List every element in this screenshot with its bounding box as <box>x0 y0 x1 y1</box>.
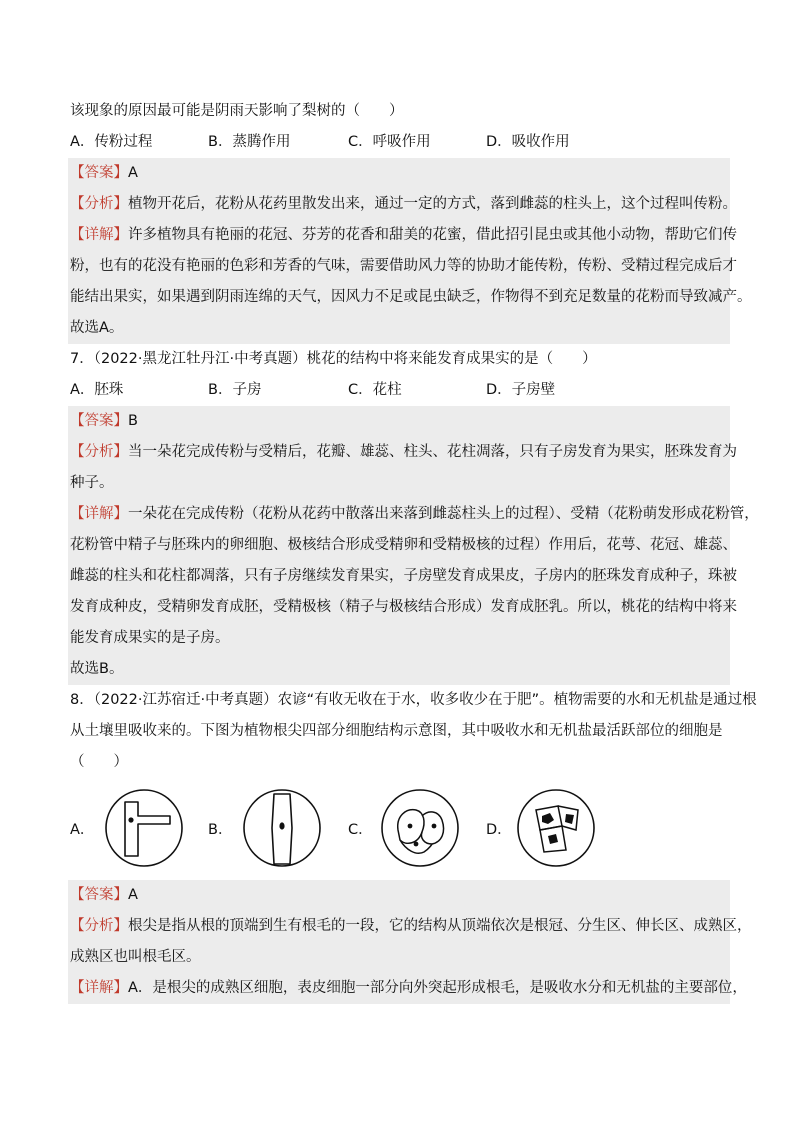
q7-detail-line: 故选B。 <box>70 661 124 677</box>
q6-detail-line: 许多植物具有艳丽的花冠、芬芳的花香和甜美的花蜜，借此招引昆虫或其他小动物，帮助它们传 <box>128 227 737 243</box>
q8-stem-line: 8．（2022·江苏宿迁·中考真题）农谚“有收无收在于水，收多收少在于肥”。植物需要的水和无机盐是通过根 <box>70 692 757 708</box>
root-cap-cells-diagram <box>512 786 602 872</box>
detail-tag: 【详解】 <box>70 980 128 996</box>
analysis-tag: 【分析】 <box>70 444 128 460</box>
q7-analysis-line: 当一朵花完成传粉与受精后，花瓣、雄蕊、柱头、花柱凋落，只有子房发育为果实，胚珠发育为 <box>128 444 737 460</box>
q7-solution <box>68 406 759 685</box>
q7-answer: B <box>128 413 138 429</box>
q7-stem: 7．（2022·黑龙江牡丹江·中考真题）桃花的结构中将来能发育成果实的是（ ） <box>70 351 597 367</box>
q7-detail-line: 发育成种皮，受精卵发育成胚，受精极核（精子与极核结合形成）发育成胚乳。所以，桃花的结构中将来 <box>70 599 737 615</box>
q8-figure-d-label: D． <box>486 822 512 838</box>
q8-figure-b[interactable] <box>208 786 338 872</box>
detail-tag: 【详解】 <box>70 506 128 522</box>
answer-tag: 【答案】 <box>70 887 128 903</box>
q6-solution <box>68 158 752 344</box>
q8-figure-a-label: A． <box>70 822 95 838</box>
q6-option-a[interactable]: A．传粉过程 <box>70 134 153 150</box>
q8-figure-a[interactable] <box>70 786 200 872</box>
q7-detail-line: 能发育成果实的是子房。 <box>70 630 230 646</box>
q7-detail-line: 雌蕊的柱头和花柱都凋落，只有子房继续发育果实，子房壁发育成果皮，子房内的胚珠发育成种子，珠被 <box>70 568 737 584</box>
analysis-tag: 【分析】 <box>70 196 128 212</box>
q7-options <box>70 375 730 406</box>
q7-option-d[interactable]: D．子房壁 <box>486 382 556 398</box>
q8-figure-row <box>70 786 730 872</box>
q8-detail-line: A．是根尖的成熟区细胞，表皮细胞一部分向外突起形成根毛，是吸收水分和无机盐的主要部位， <box>128 980 747 996</box>
meristem-cells-diagram <box>376 786 466 872</box>
q6-options <box>70 127 730 158</box>
document-page <box>70 96 759 1004</box>
q8-stem-line: 从土壤里吸收来的。下图为植物根尖四部分细胞结构示意图，其中吸收水和无机盐最活跃部位的细胞是 <box>70 723 723 739</box>
q6-detail-line: 能结出果实，如果遇到阴雨连绵的天气，因风力不足或昆虫缺乏，作物得不到充足数量的花粉而导致减产。 <box>70 289 752 305</box>
elongation-cell-diagram <box>238 786 328 872</box>
q6-option-c[interactable]: C．呼吸作用 <box>348 134 431 150</box>
q8-analysis-line: 根尖是指从根的顶端到生有根毛的一段，它的结构从顶端依次是根冠、分生区、伸长区、成熟区， <box>128 918 752 934</box>
q6-answer: A <box>128 165 138 181</box>
answer-tag: 【答案】 <box>70 165 128 181</box>
q7-option-b[interactable]: B．子房 <box>208 382 262 398</box>
q7-detail-line: 花粉管中精子与胚珠内的卵细胞、极核结合形成受精卵和受精极核的过程）作用后，花萼、花冠、雄蕊、 <box>70 537 737 553</box>
q8-figure-b-label: B． <box>208 822 233 838</box>
q8-figure-c-label: C． <box>348 822 373 838</box>
q6-option-b[interactable]: B．蒸腾作用 <box>208 134 291 150</box>
q6-analysis: 植物开花后，花粉从花药里散发出来，通过一定的方式，落到雌蕊的柱头上，这个过程叫传粉。 <box>128 196 737 212</box>
q6-option-d[interactable]: D．吸收作用 <box>486 134 570 150</box>
q8-analysis-line: 成熟区也叫根毛区。 <box>70 949 201 965</box>
root-hair-cell-diagram <box>100 786 190 872</box>
q6-stem: 该现象的原因最可能是阴雨天影响了梨树的（ ） <box>70 103 404 119</box>
q8-answer: A <box>128 887 138 903</box>
q6-detail-line: 粉，也有的花没有艳丽的色彩和芳香的气味，需要借助风力等的协助才能传粉，传粉、受精过程完成后才 <box>70 258 737 274</box>
q7-option-a[interactable]: A．胚珠 <box>70 382 124 398</box>
q7-analysis-line: 种子。 <box>70 475 114 491</box>
q7-option-c[interactable]: C．花柱 <box>348 382 402 398</box>
q8-solution <box>68 880 752 1004</box>
q8-figure-d[interactable] <box>486 786 616 872</box>
answer-tag: 【答案】 <box>70 413 128 429</box>
q7-detail-line: 一朵花在完成传粉（花粉从花药中散落出来落到雌蕊柱头上的过程）、受精（花粉萌发形成花粉管， <box>128 506 759 522</box>
q6-detail-line: 故选A。 <box>70 320 124 336</box>
analysis-tag: 【分析】 <box>70 918 128 934</box>
q8-figure-c[interactable] <box>348 786 478 872</box>
q8-stem-line: （ ） <box>70 754 128 770</box>
detail-tag: 【详解】 <box>70 227 128 243</box>
